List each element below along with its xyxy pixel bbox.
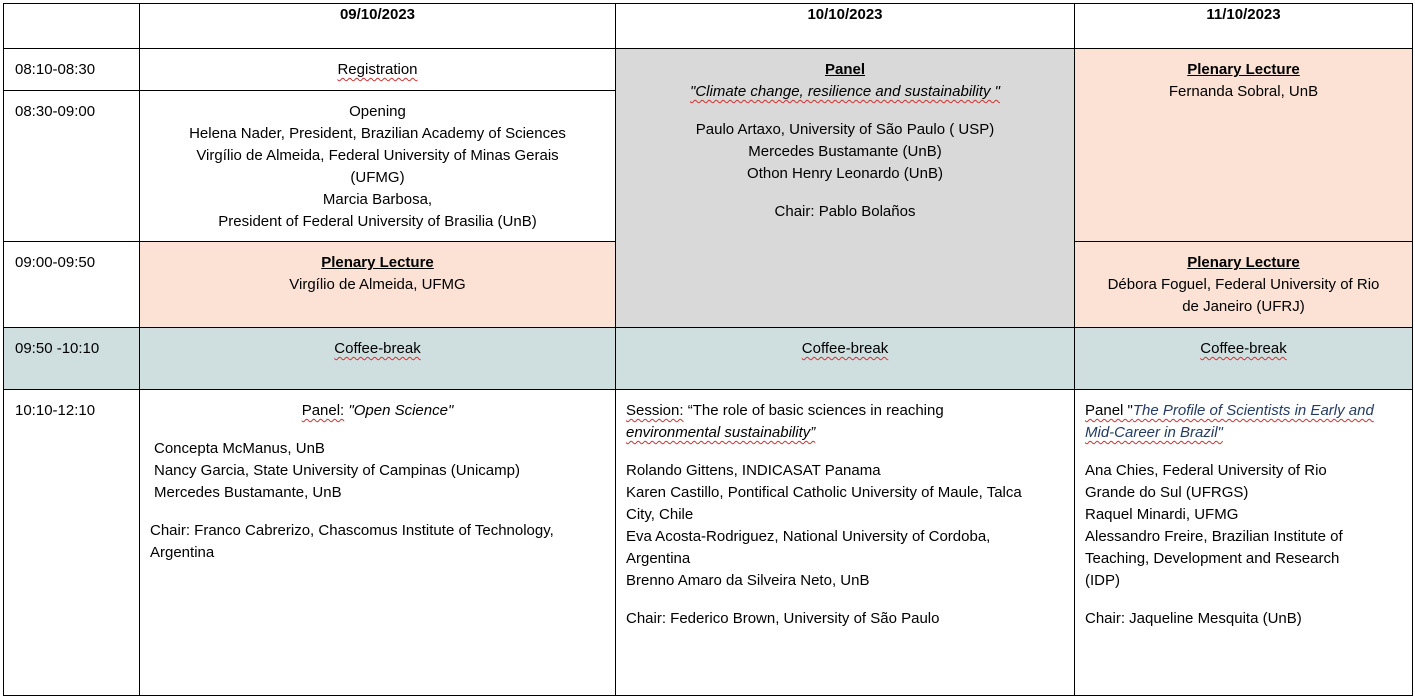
opening-cell [140, 91, 616, 242]
profile-speaker-3: Raquel Minardi, UFMG [1085, 506, 1239, 523]
profile-speaker-1: Ana Chies, Federal University of Rio [1085, 462, 1327, 479]
time-slot-0810: 08:10-08:30 [4, 49, 140, 91]
open-science-speaker-2: Nancy Garcia, State University of Campinas (Unicamp) [154, 462, 520, 479]
opening-line-5: President of Federal University of Brasilia (UnB) [218, 213, 537, 230]
profile-speaker-4: Alessandro Freire, Brazilian Institute of [1085, 528, 1343, 545]
plenary-sobral-title: Plenary Lecture [1187, 61, 1300, 78]
open-science-topic: "Open Science" [348, 402, 454, 419]
coffee-break-cell-3 [1075, 328, 1413, 390]
coffee-break-text-1: Coffee-break [334, 340, 421, 357]
profile-panel-chair: Chair: Jaqueline Mesquita (UnB) [1085, 610, 1302, 627]
open-science-speaker-1: Concepta McManus, UnB [154, 440, 325, 457]
date-header-3: 11/10/2023 [1075, 4, 1413, 49]
opening-line-1: Helena Nader, President, Brazilian Academy of Sciences [189, 125, 566, 142]
open-science-chair-2: Argentina [150, 544, 215, 561]
time-slot-0900: 09:00-09:50 [4, 242, 140, 328]
open-science-chair-1: Chair: Franco Cabrerizo, Chascomus Institute of Technology, [150, 522, 554, 539]
plenary-sobral-cell [1075, 49, 1413, 242]
climate-speaker-2: Mercedes Bustamante (UnB) [748, 143, 942, 160]
plenary-foguel-speaker-1: Débora Foguel, Federal University of Rio [1107, 276, 1380, 293]
profile-panel-label: Panel " [1085, 402, 1133, 419]
time-slot-1010: 10:10-12:10 [4, 390, 140, 696]
time-slot-0830: 08:30-09:00 [4, 91, 140, 242]
climate-panel-cell [616, 49, 1075, 328]
session-speaker-1: Rolando Gittens, INDICASAT Panama [626, 462, 881, 479]
opening-line-3: (UFMG) [350, 169, 405, 186]
date-header-1: 09/10/2023 [140, 4, 616, 49]
time-slot-0950: 09:50 -10:10 [4, 328, 140, 390]
session-topic-1: “The role of basic sciences in reaching [687, 402, 944, 419]
plenary-almeida-cell [140, 242, 616, 328]
row-0810 [4, 49, 1413, 91]
coffee-break-cell-2 [616, 328, 1075, 390]
profile-speaker-6: (IDP) [1085, 572, 1120, 589]
session-topic-2: environmental sustainability” [626, 424, 816, 441]
session-speaker-3: City, Chile [626, 506, 694, 523]
open-science-panel-cell [140, 390, 616, 696]
scientists-profile-panel-cell [1075, 390, 1413, 696]
row-1010 [4, 390, 1413, 696]
climate-panel-title: Panel [824, 61, 866, 78]
climate-speaker-3: Othon Henry Leonardo (UnB) [747, 165, 943, 182]
coffee-break-text-2: Coffee-break [801, 340, 889, 357]
session-speaker-5: Argentina [626, 550, 691, 567]
session-speaker-6: Brenno Amaro da Silveira Neto, UnB [626, 572, 870, 589]
row-coffee [4, 328, 1413, 390]
plenary-foguel-title: Plenary Lecture [1187, 254, 1300, 271]
opening-title: Opening [349, 103, 406, 120]
opening-line-2: Virgílio de Almeida, Federal University of Minas Gerais [196, 147, 559, 164]
coffee-break-text-3: Coffee-break [1200, 340, 1287, 357]
opening-line-4: Marcia Barbosa, [322, 191, 433, 208]
plenary-foguel-cell [1075, 242, 1413, 328]
profile-topic-1: The Profile of Scientists in Early and [1132, 402, 1374, 419]
session-speaker-2: Karen Castillo, Pontifical Catholic University of Maule, Talca [626, 484, 1022, 501]
plenary-foguel-speaker-2: de Janeiro (UFRJ) [1182, 298, 1305, 315]
session-speaker-4: Eva Acosta-Rodriguez, National University of Cordoba, [626, 528, 991, 545]
open-science-heading [150, 400, 605, 422]
plenary-almeida-title: Plenary Lecture [321, 254, 434, 271]
climate-panel-topic: "Climate change, resilience and sustainability " [690, 83, 1000, 100]
plenary-almeida-speaker: Virgílio de Almeida, UFMG [289, 276, 466, 293]
header-corner-cell [4, 4, 140, 49]
registration-cell [140, 49, 616, 91]
plenary-sobral-speaker: Fernanda Sobral, UnB [1168, 83, 1319, 100]
profile-speaker-2: Grande do Sul (UFRGS) [1085, 484, 1249, 501]
climate-panel-chair: Chair: Pablo Bolaños [774, 203, 916, 220]
header-row [4, 4, 1413, 49]
coffee-break-cell-1 [140, 328, 616, 390]
climate-speaker-1: Paulo Artaxo, University of São Paulo ( USP) [695, 121, 995, 138]
open-science-label: Panel: [301, 402, 345, 419]
profile-topic-2: Mid-Career in Brazil" [1085, 424, 1223, 441]
open-science-speaker-3: Mercedes Bustamante, UnB [154, 484, 342, 501]
session-chair: Chair: Federico Brown, University of São Paulo [626, 610, 940, 627]
date-header-2: 10/10/2023 [616, 4, 1075, 49]
profile-speaker-5: Teaching, Development and Research [1085, 550, 1340, 567]
registration-text: Registration [337, 61, 418, 78]
basic-sciences-session-cell [616, 390, 1075, 696]
session-label: Session: [626, 402, 684, 419]
schedule-table [3, 3, 1413, 696]
